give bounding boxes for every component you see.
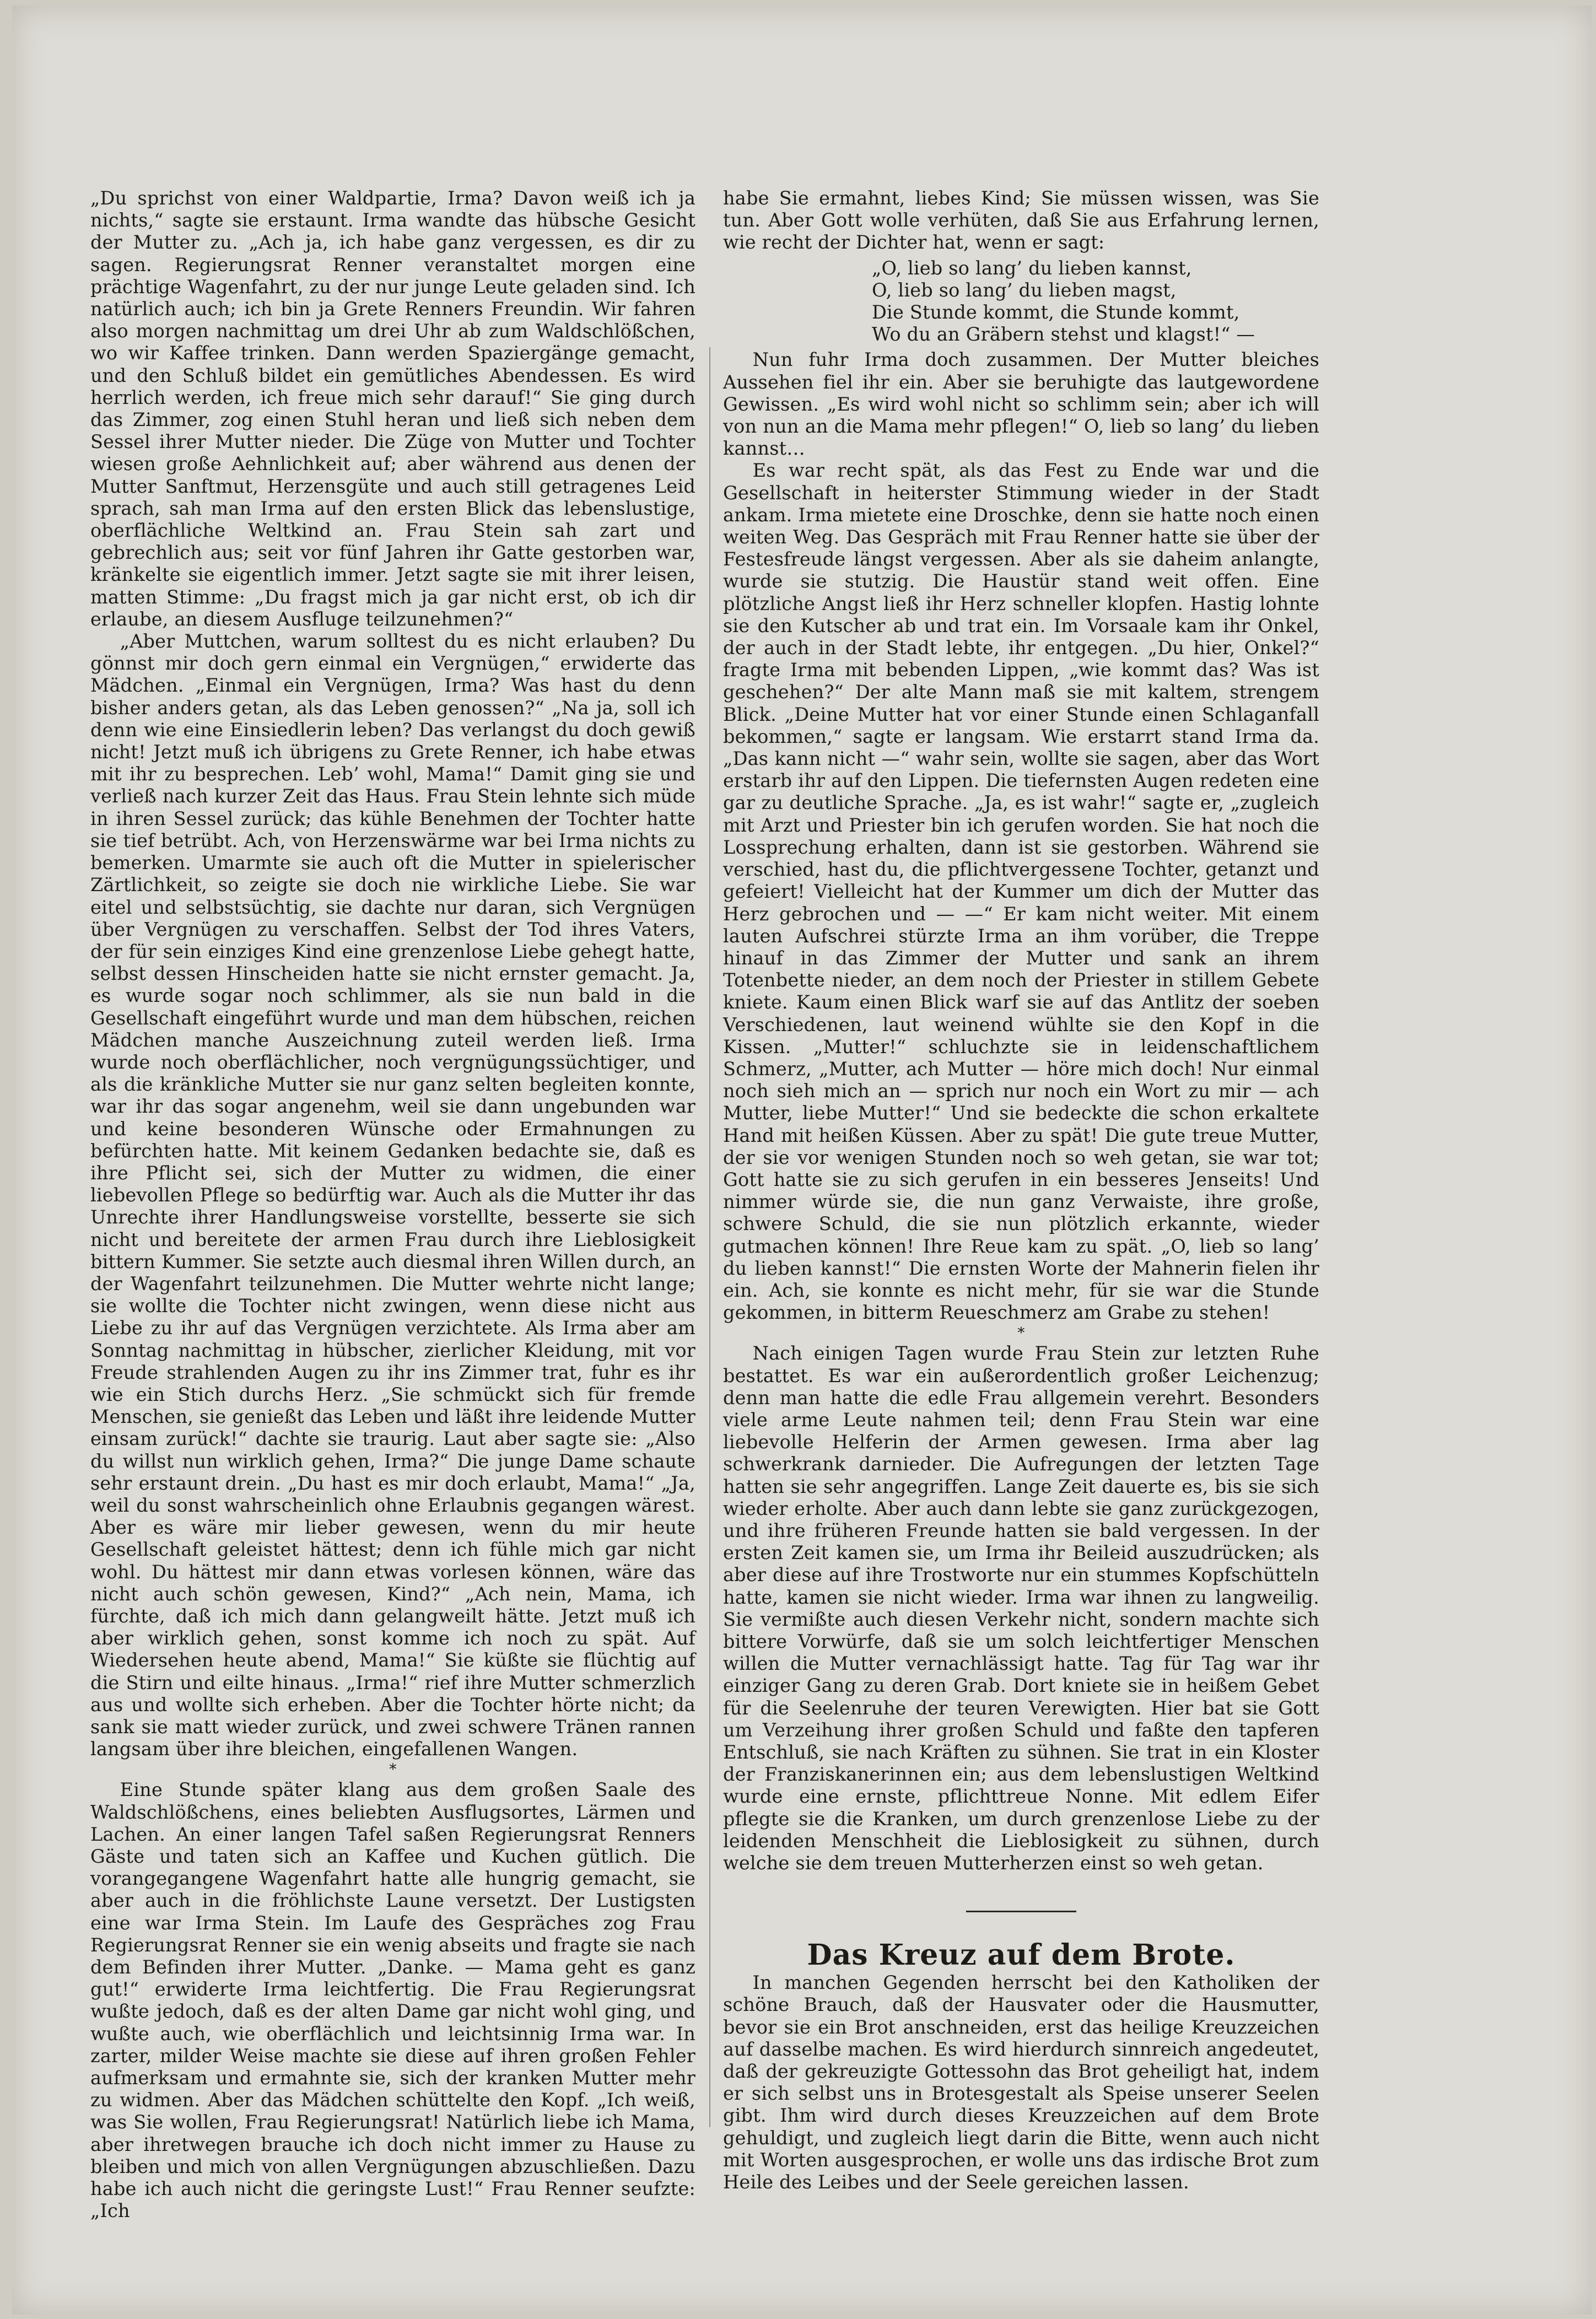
article-title: Das Kreuz auf dem Brote. [807, 1938, 1236, 1972]
poem-line: „O, lieb so lang’ du lieben kannst, [872, 257, 1192, 279]
story-paragraph: Nach einigen Tagen wurde Frau Stein zur letzten Ruhe bestattet. Es war ein außerordentlich großer Leichenzug; denn man hatte die edle Frau allgemein verehrt. Besonders viele arme Leute nahmen teil; denn Frau Stein war eine liebevolle Helferin der Armen gewesen. Irma aber lag schwerkrank darnieder. Die Aufregungen der letzten Tage hatten sie sehr angegriffen. Lange Zeit dauerte es, bis sie sich wieder erholte. Aber auch dann lebte sie ganz zurückgezogen, und ihre früheren Freunde hatten sie bald vergessen. In der ersten Zeit kamen sie, um Irma ihr Beileid auszudrücken; als aber diese auf ihre Trostworte nur ein stummes Kopfschütteln hatte, kamen sie nicht wieder. Irma war ihnen zu langweilig. Sie vermißte auch diesen Verkehr nicht, sondern machte sich bittere Vorwürfe, daß sie um solch leichtfertiger Menschen willen die Mutter vernachlässigt hatte. Tag für Tag war ihr einziger Gang zu deren Grab. Dort kniete sie in heißem Gebet für die Seelenruhe der teuren Verewigten. Hier bat sie Gott um Verzeihung ihrer großen Schuld und faßte den tapferen Entschluß, sie nach Kräften zu sühnen. Sie trat in ein Kloster der Franziskanerinnen ein; aus dem lebenslustigen Weltkind wurde eine ernste, pflichttreue Nonne. Mit edlem Eifer pflegte sie die Kranken, um durch grenzenlose Liebe zu der leidenden Menschheit die Lieblosigkeit zu sühnen, durch welche sie dem treuen Mutterherzen einst so weh getan. [723, 1342, 1319, 1874]
poem-line: O, lieb so lang’ du lieben magst, [872, 279, 1177, 301]
story-paragraph: habe Sie ermahnt, liebes Kind; Sie müssen wissen, was Sie tun. Aber Gott wolle verhüten, daß Sie aus Erfahrung lernen, wie recht der Dichter hat, wenn er sagt: [723, 187, 1319, 254]
story-paragraph: „Aber Muttchen, warum solltest du es nicht erlauben? Du gönnst mir doch gern einmal ein Vergnügen,“ erwiderte das Mädchen. „Einmal ein Vergnügen, Irma? Was hast du denn bisher anders getan, als das Leben genossen?“ „Na ja, soll ich denn wie eine Einsiedlerin leben? Das verlangst du doch gewiß nicht! Jetzt muß ich übrigens zu Grete Renner, ich habe etwas mit ihr zu besprechen. Leb’ wohl, Mama!“ Damit ging sie und verließ nach kurzer Zeit das Haus. Frau Stein lehnte sich müde in ihren Sessel zurück; das kühle Benehmen der Tochter hatte sie tief betrübt. Ach, von Herzenswärme war bei Irma nichts zu bemerken. Umarmte sie auch oft die Mutter in spielerischer Zärtlichkeit, so zeigte sie doch nie wirkliche Liebe. Sie war eitel und selbstsüchtig, sie dachte nur daran, sich Vergnügen über Vergnügen zu verschaffen. Selbst der Tod ihres Vaters, der für sein einziges Kind eine grenzenlose Liebe gehegt hatte, selbst dessen Hinscheiden hatte sie nicht ernster gemacht. Ja, es wurde sogar noch schlimmer, als sie nun bald in die Gesellschaft eingeführt wurde und man dem hübschen, reichen Mädchen manche Auszeichnung zuteil werden ließ. Irma wurde noch oberflächlicher, noch vergnügungssüchtiger, und als die kränkliche Mutter sie nur ganz selten begleiten konnte, war ihr das sogar angenehm, weil sie dann ungebunden war und keine besonderen Wünsche oder Ermahnungen zu befürchten hatte. Mit keinem Gedanken bedachte sie, daß es ihre Pflicht sei, sich der Mutter zu widmen, die einer liebevollen Pflege so bedürftig war. Auch als die Mutter ihr das Unrechte ihrer Handlungsweise vorstellte, besserte sie sich nicht und bereitete der armen Frau durch ihre Lieblosigkeit bittern Kummer. Sie setzte auch diesmal ihren Willen durch, an der Wagenfahrt teilzunehmen. Die Mutter wehrte nicht lange; sie wollte die Tochter nicht zwingen, wenn diese nicht aus Liebe zu ihr auf das Vergnügen verzichtete. Als Irma aber am Sonntag nachmittag in hübscher, zierlicher Kleidung, mit vor Freude strahlenden Augen zu ihr ins Zimmer trat, fuhr es ihr wie ein Stich durchs Herz. „Sie schmückt sich für fremde Menschen, sie genießt das Leben und läßt ihre leidende Mutter einsam zurück!“ dachte sie traurig. Laut aber sagte sie: „Also du willst nun wirklich gehen, Irma?“ Die junge Dame schaute sehr erstaunt drein. „Du hast es mir doch erlaubt, Mama!“ „Ja, weil du sonst wahrscheinlich ohne Erlaubnis gegangen wärest. Aber es wäre mir lieber gewesen, wenn du mir heute Gesellschaft geleistet hättest; denn ich fühle mich gar nicht wohl. Du hättest mir dann etwas vorlesen können, wäre das nicht auch schön gewesen, Kind?“ „Ach nein, Mama, ich fürchte, daß ich mich dann gelangweilt hätte. Jetzt muß ich aber wirklich gehen, sonst komme ich noch zu spät. Auf Wiedersehen heute abend, Mama!“ Sie küßte sie flüchtig auf die Stirn und eilte hinaus. „Irma!“ rief ihre Mutter schmerzlich aus und wollte sich erheben. Aber die Tochter hörte nicht; da sank sie matt wieder zurück, und zwei schwere Tränen rannen langsam über ihre bleichen, eingefallenen Wangen. [90, 630, 695, 1760]
article-separator [966, 1911, 1076, 1912]
story-paragraph: „Du sprichst von einer Waldpartie, Irma? Davon weiß ich ja nichts,“ sagte sie erstaunt. Irma wandte das hübsche Gesicht der Mutter zu. „Ach ja, ich habe ganz vergessen, es dir zu sagen. Regierungsrat Renner veranstaltet morgen eine prächtige Wagenfahrt, zu der nur junge Leute geladen sind. Ich natürlich auch; ich bin ja Grete Renners Freundin. Wir fahren also morgen nachmittag um drei Uhr ab zum Waldschlößchen, wo wir Kaffee trinken. Dann werden Spaziergänge gemacht, und den Schluß bildet ein gemütliches Abendessen. Es wird herrlich werden, ich freue mich sehr darauf!“ Sie ging durch das Zimmer, zog einen Stuhl heran und ließ sich neben dem Sessel ihrer Mutter nieder. Die Züge von Mutter und Tochter wiesen große Aehnlichkeit auf; aber während aus denen der Mutter Sanftmut, Herzensgüte und auch still getragenes Leid sprach, sah man Irma auf den ersten Blick das lebenslustige, oberflächliche Weltkind an. Frau Stein sah zart und gebrechlich aus; seit vor fünf Jahren ihr Gatte gestorben war, kränkelte sie eigentlich immer. Jetzt sagte sie mit ihrer leisen, matten Stimme: „Du fragst mich ja gar nicht erst, ob ich dir erlaube, an diesem Ausfluge teilzunehmen?“ [90, 187, 695, 630]
section-star: * [1017, 1325, 1025, 1342]
poem-line: Wo du an Gräbern stehst und klagst!“ — [872, 323, 1255, 346]
left-column [90, 187, 695, 2222]
story-paragraph: Es war recht spät, als das Fest zu Ende war und die Gesellschaft in heiterster Stimmung wieder in der Stadt ankam. Irma mietete eine Droschke, denn sie hatte noch einen weiten Weg. Das Gespräch mit Frau Renner hatte sie über der Festesfreude längst vergessen. Aber als sie daheim anlangte, wurde sie stutzig. Die Haustür stand weit offen. Eine plötzliche Angst ließ ihr Herz schneller klopfen. Hastig lohnte sie den Kutscher ab und trat ein. Im Vorsaale kam ihr Onkel, der auch in der Stadt lebte, ihr entgegen. „Du hier, Onkel?“ fragte Irma mit bebenden Lippen, „wie kommt das? Was ist geschehen?“ Der alte Mann maß sie mit kaltem, strengem Blick. „Deine Mutter hat vor einer Stunde einen Schlaganfall bekommen,“ sagte er langsam. Wie erstarrt stand Irma da. „Das kann nicht —“ wahr sein, wollte sie sagen, aber das Wort erstarb ihr auf den Lippen. Die tiefernsten Augen redeten eine gar zu deutliche Sprache. „Ja, es ist wahr!“ sagte er, „zugleich mit Arzt und Priester bin ich gerufen worden. Sie hat noch die Lossprechung erhalten, dann ist sie gestorben. Während sie verschied, hast du, die pflichtvergessene Tochter, getanzt und gefeiert! Vielleicht hat der Kummer um dich der Mutter das Herz gebrochen und — —“ Er kam nicht weiter. Mit einem lauten Aufschrei stürzte Irma an ihm vorüber, die Treppe hinauf in das Zimmer der Mutter und sank an ihrem Totenbette nieder, an dem noch der Priester in stillem Gebete kniete. Kaum einen Blick warf sie auf das Antlitz der soeben Verschiedenen, laut weinend wühlte sie den Kopf in die Kissen. „Mutter!“ schluchzte sie in leidenschaftlichem Schmerz, „Mutter, ach Mutter — höre mich doch! Nur einmal noch sieh mich an — sprich nur noch ein Wort zu mir — ach Mutter, liebe Mutter!“ Und sie bedeckte die schon erkaltete Hand mit heißen Küssen. Aber zu spät! Die gute treue Mutter, der sie vor wenigen Stunden noch so weh getan, sie war tot; Gott hatte sie zu sich gerufen in ein besseres Jenseits! Und nimmer würde sie, die nun ganz Verwaiste, ihre große, schwere Schuld, die sie nun plötzlich erkannte, wieder gutmachen können! Ihre Reue kam zu spät. „O, lieb so lang’ du lieben kannst!“ Die ernsten Worte der Mahnerin fielen ihr ein. Ach, sie konnte es nicht mehr, für sie war die Stunde gekommen, in bitterm Reueschmerz am Grabe zu stehen! [723, 460, 1319, 1324]
story-paragraph: Eine Stunde später klang aus dem großen Saale des Waldschlößchens, eines beliebten Ausflugsortes, Lärmen und Lachen. An einer langen Tafel saßen Regierungsrat Renners Gäste und taten sich an Kaffee und Kuchen gütlich. Die vorangegangene Wagenfahrt hatte alle hungrig gemacht, sie aber auch in die fröhlichste Laune versetzt. Der Lustigsten eine war Irma Stein. Im Laufe des Gespräches zog Frau Regierungsrat Renner sie ein wenig abseits und fragte sie nach dem Befinden ihrer Mutter. „Danke. — Mama geht es ganz gut!“ erwiderte Irma leichtfertig. Die Frau Regierungsrat wußte jedoch, daß es der alten Dame gar nicht wohl ging, und wußte auch, wie oberflächlich und leichtsinnig Irma war. In zarter, milder Weise machte sie diese auf ihren großen Fehler aufmerksam und ermahnte sie, sich der kranken Mutter mehr zu widmen. Aber das Mädchen schüttelte den Kopf. „Ich weiß, was Sie wollen, Frau Regierungsrat! Natürlich liebe ich Mama, aber ihretwegen brauche ich doch nicht immer zu Hause zu bleiben und mich von allen Vergnügungen abzuschließen. Dazu habe ich auch nicht die geringste Lust!“ Frau Renner seufzte: „Ich [90, 1779, 695, 2222]
right-column [723, 187, 1319, 2193]
story-paragraph: Nun fuhr Irma doch zusammen. Der Mutter bleiches Aussehen fiel ihr ein. Aber sie beruhigte das lautgewordene Gewissen. „Es wird wohl nicht so schlimm sein; aber ich will von nun an die Mama mehr pflegen!“ O, lieb so lang’ du lieben kannst… [723, 349, 1319, 460]
column-divider [709, 347, 710, 2127]
section-star: * [389, 1761, 397, 1778]
poem-line: Die Stunde kommt, die Stunde kommt, [872, 301, 1240, 323]
poem-block [872, 257, 1319, 346]
newspaper-page [12, 6, 1592, 2315]
article-paragraph: In manchen Gegenden herrscht bei den Katholiken der schöne Brauch, daß der Hausvater oder die Hausmutter, bevor sie ein Brot anschneiden, erst das heilige Kreuzzeichen auf dasselbe machen. Es wird hierdurch sinnreich angedeutet, daß der gekreuzigte Gottessohn das Brot geheiligt hat, indem er sich selbst uns in Brotesgestalt als Speise unserer Seelen gibt. Ihm wird durch dieses Kreuzzeichen auf dem Brote gehuldigt, und zugleich liegt darin die Bitte, wenn auch nicht mit Worten ausgesprochen, er wolle uns das irdische Brot zum Heile des Leibes und der Seele gereichen lassen. [723, 1972, 1319, 2193]
